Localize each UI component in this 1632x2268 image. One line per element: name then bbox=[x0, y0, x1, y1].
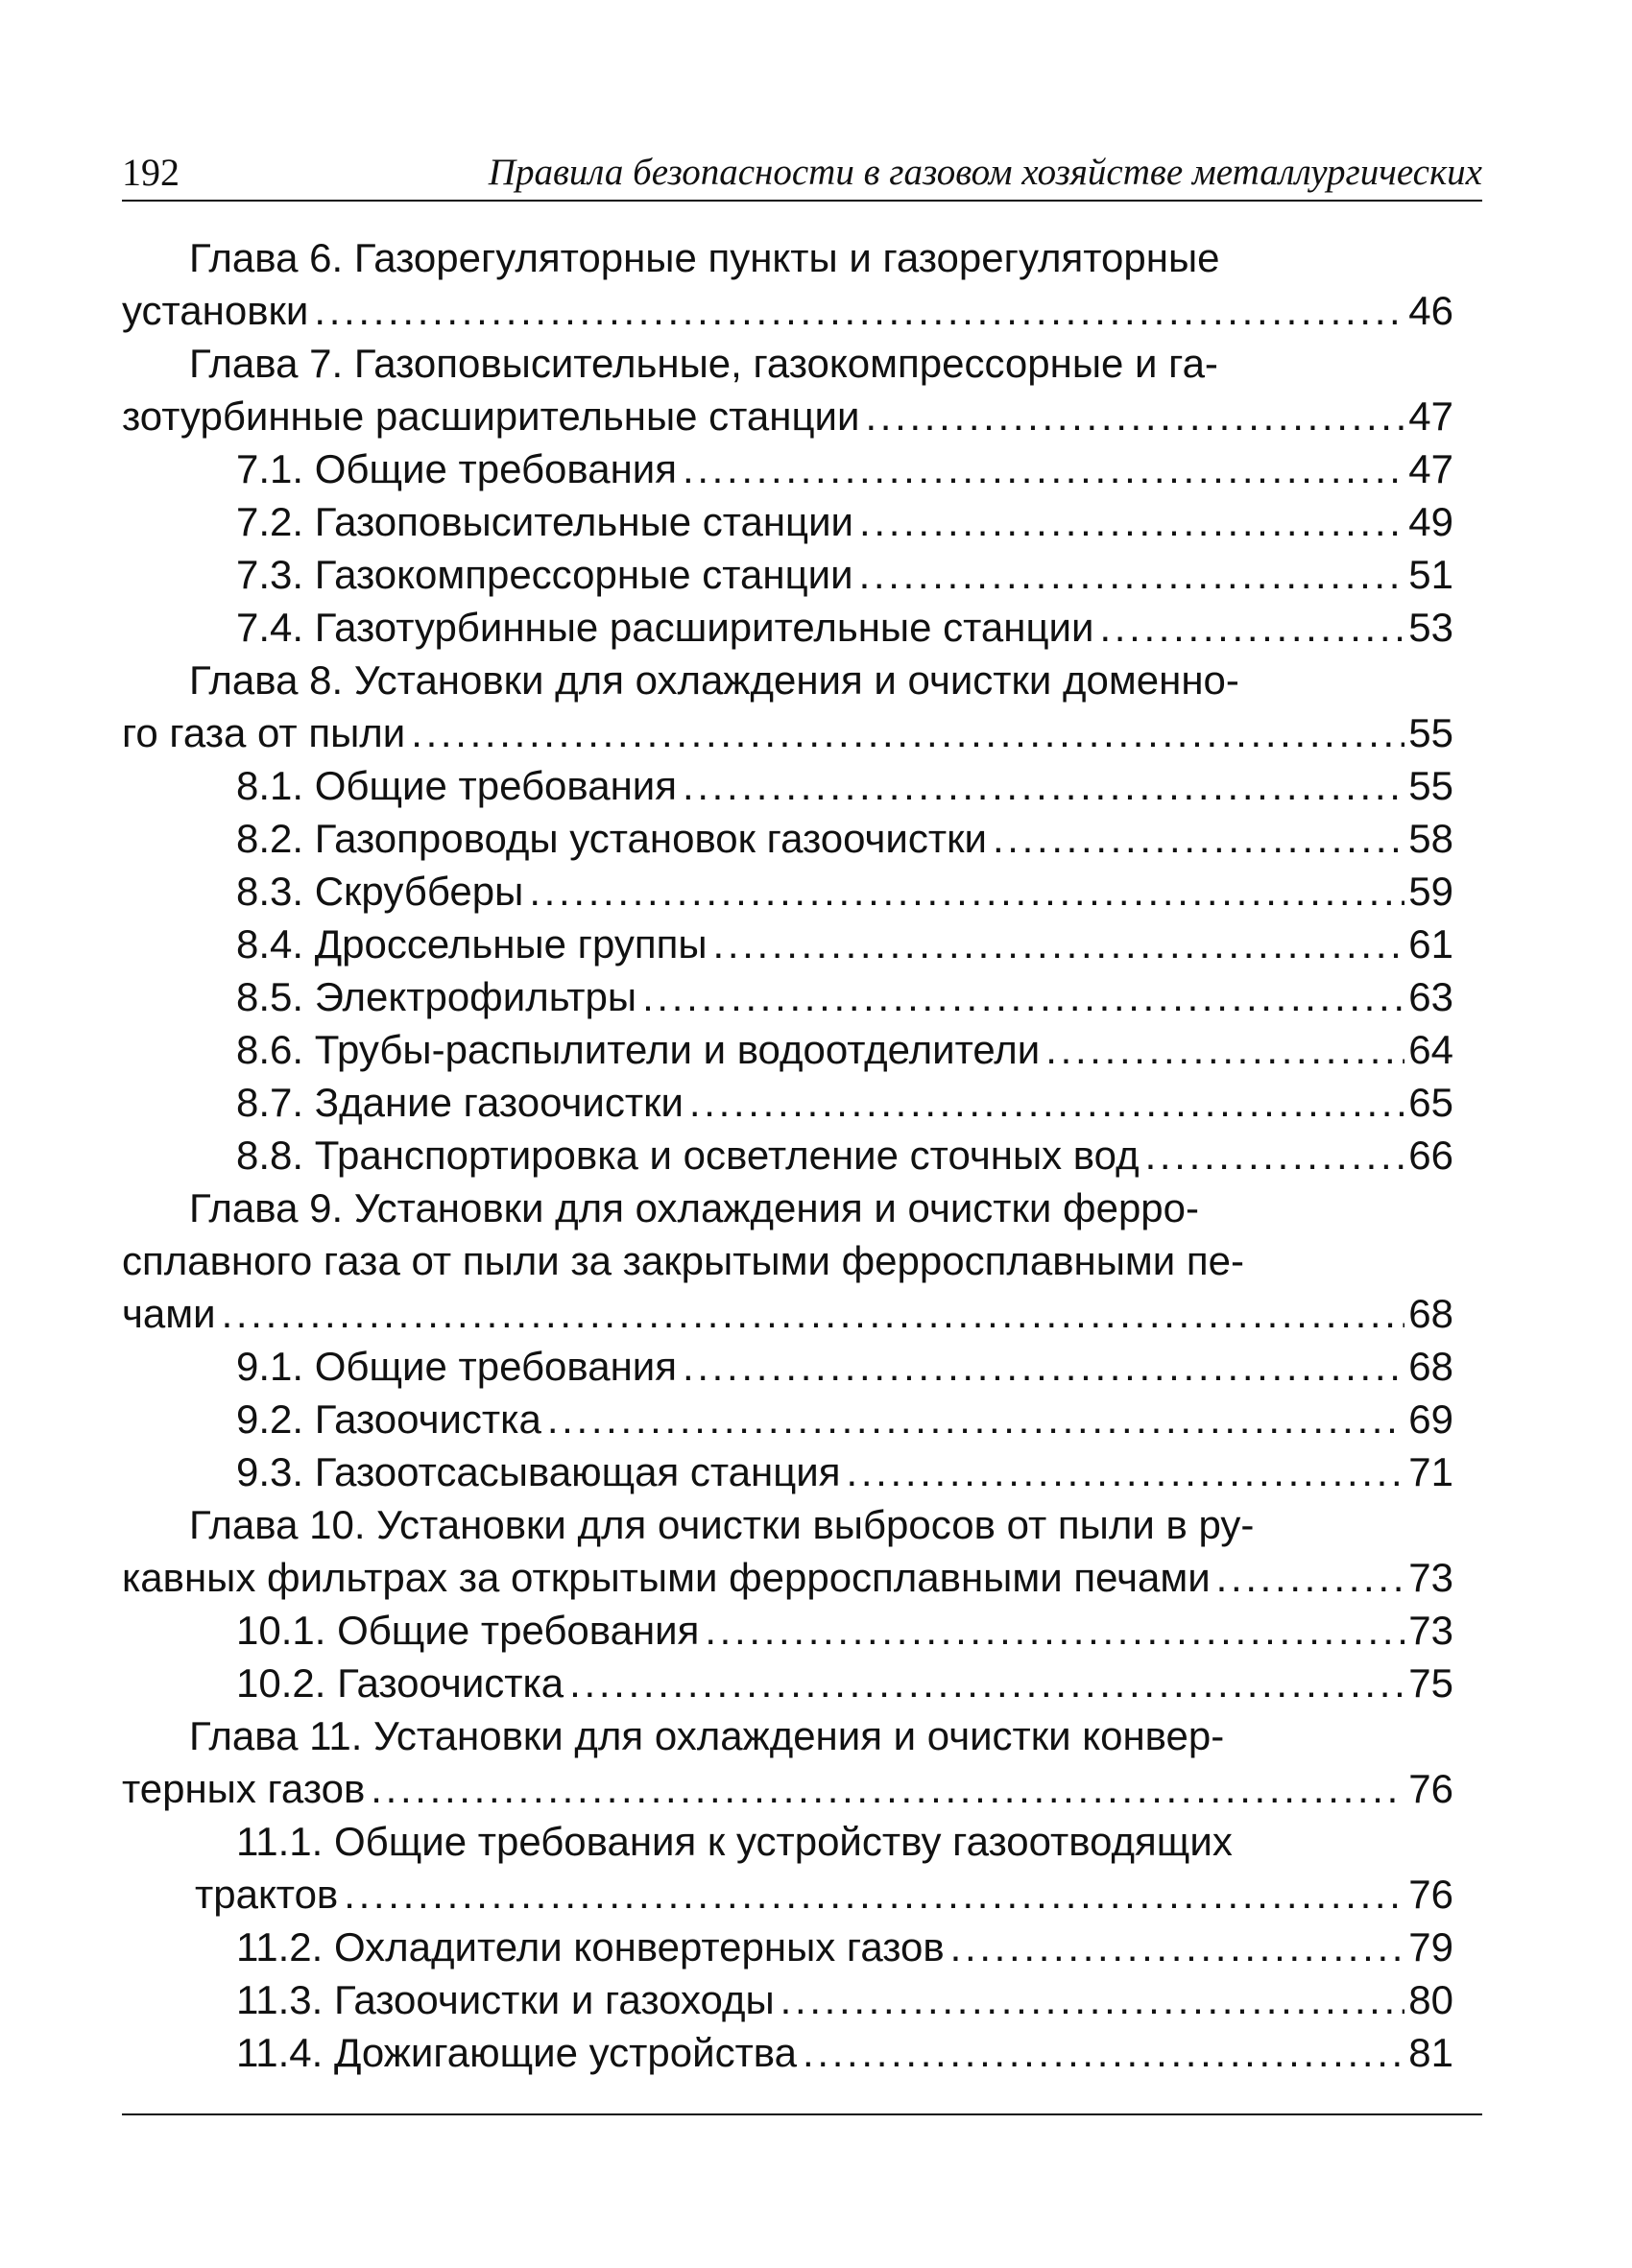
chapter-title: сплавного газа от пыли за закрытыми ферросплавными пе- bbox=[122, 1238, 1245, 1283]
page-ref: 75 bbox=[1408, 1660, 1453, 1706]
page-ref: 76 bbox=[1408, 1766, 1453, 1811]
toc-entry-line bbox=[122, 390, 1453, 442]
dot-leader bbox=[683, 759, 1404, 812]
page-ref: 63 bbox=[1408, 974, 1453, 1019]
toc-entry-line bbox=[122, 654, 1453, 706]
toc-entry-line bbox=[122, 601, 1453, 654]
chapter-title: чами bbox=[122, 1291, 216, 1336]
section-title: 10.2. Газоочистка bbox=[236, 1660, 564, 1706]
page-ref: 46 bbox=[1408, 288, 1453, 333]
section-title: 8.5. Электрофильтры bbox=[236, 974, 637, 1019]
dot-leader bbox=[859, 548, 1405, 601]
toc-entry-line bbox=[122, 759, 1453, 812]
dot-leader bbox=[847, 1445, 1405, 1498]
toc-entry-line bbox=[122, 284, 1453, 337]
section-title: 8.6. Трубы-распылители и водоотделители bbox=[236, 1027, 1041, 1072]
dot-leader bbox=[689, 1076, 1404, 1129]
toc-entry-line bbox=[122, 1973, 1453, 2026]
section-title: 8.8. Транспортировка и осветление сточных вод bbox=[236, 1133, 1140, 1178]
dot-leader bbox=[222, 1287, 1405, 1340]
toc-entry-line bbox=[122, 706, 1453, 759]
section-title: 8.1. Общие требования bbox=[236, 763, 677, 808]
footer-divider bbox=[122, 2113, 1482, 2115]
section-title: 8.3. Скрубберы bbox=[236, 869, 524, 914]
page-ref: 64 bbox=[1408, 1027, 1453, 1072]
section-title: 10.1. Общие требования bbox=[236, 1608, 700, 1653]
toc-entry-line bbox=[122, 1604, 1453, 1657]
section-title: 7.1. Общие требования bbox=[236, 446, 677, 491]
table-of-contents bbox=[122, 231, 1453, 2079]
dot-leader bbox=[865, 390, 1404, 442]
dot-leader bbox=[371, 1762, 1404, 1815]
dot-leader bbox=[1045, 1023, 1404, 1076]
running-title: Правила безопасности в газовом хозяйстве металлургических bbox=[488, 152, 1482, 193]
chapter-title: Глава 7. Газоповысительные, газокомпрессорные и га- bbox=[189, 341, 1218, 386]
toc-entry-line bbox=[122, 1551, 1453, 1604]
header-divider bbox=[122, 200, 1482, 202]
section-title: 8.4. Дроссельные группы bbox=[236, 921, 708, 967]
toc-entry-line bbox=[122, 1393, 1453, 1445]
chapter-title: Глава 9. Установки для охлаждения и очистки ферро- bbox=[189, 1185, 1200, 1230]
page-ref: 73 bbox=[1408, 1608, 1453, 1653]
dot-leader bbox=[1145, 1129, 1405, 1182]
toc-entry-line bbox=[122, 1498, 1453, 1551]
page-ref: 53 bbox=[1408, 605, 1453, 650]
toc-entry-line bbox=[122, 1076, 1453, 1129]
page-ref: 55 bbox=[1408, 710, 1453, 755]
section-title: 9.1. Общие требования bbox=[236, 1344, 677, 1389]
toc-entry-line bbox=[122, 812, 1453, 865]
dot-leader bbox=[780, 1973, 1405, 2026]
page-ref: 47 bbox=[1408, 446, 1453, 491]
dot-leader bbox=[569, 1657, 1404, 1709]
section-title: 11.3. Газоочистки и газоходы bbox=[236, 1977, 775, 2022]
chapter-title: установки bbox=[122, 288, 309, 333]
chapter-title: Глава 11. Установки для охлаждения и очистки конвер- bbox=[189, 1713, 1225, 1758]
page-ref: 69 bbox=[1408, 1397, 1453, 1442]
toc-entry-line bbox=[122, 918, 1453, 970]
page-ref: 51 bbox=[1408, 552, 1453, 597]
dot-leader bbox=[683, 442, 1404, 495]
dot-leader bbox=[683, 1340, 1404, 1393]
toc-entry-line bbox=[122, 495, 1453, 548]
dot-leader bbox=[1099, 601, 1404, 654]
page-ref: 71 bbox=[1408, 1449, 1453, 1494]
dot-leader bbox=[859, 495, 1404, 548]
page-ref: 76 bbox=[1408, 1872, 1453, 1917]
toc-entry-line bbox=[122, 1340, 1453, 1393]
toc-entry-line bbox=[122, 1868, 1453, 1921]
toc-entry-line bbox=[122, 865, 1453, 918]
section-title: 7.3. Газокомпрессорные станции bbox=[236, 552, 853, 597]
toc-entry-line bbox=[122, 548, 1453, 601]
section-title: 9.3. Газоотсасывающая станция bbox=[236, 1449, 841, 1494]
dot-leader bbox=[1216, 1551, 1405, 1604]
dot-leader bbox=[950, 1921, 1405, 1973]
chapter-title: зотурбинные расширительные станции bbox=[122, 394, 860, 439]
toc-entry-line bbox=[122, 1657, 1453, 1709]
chapter-title: Глава 10. Установки для очистки выбросов от пыли в ру- bbox=[189, 1502, 1255, 1547]
section-title: 7.4. Газотурбинные расширительные станции bbox=[236, 605, 1094, 650]
toc-entry-line bbox=[122, 1023, 1453, 1076]
section-title: 7.2. Газоповысительные станции bbox=[236, 499, 854, 544]
dot-leader bbox=[803, 2026, 1404, 2079]
toc-entry-line bbox=[122, 970, 1453, 1023]
page-ref: 81 bbox=[1408, 2030, 1453, 2075]
dot-leader bbox=[529, 865, 1404, 918]
page-number: 192 bbox=[122, 151, 180, 194]
page-ref: 55 bbox=[1408, 763, 1453, 808]
page-ref: 65 bbox=[1408, 1080, 1453, 1125]
page-ref: 68 bbox=[1408, 1291, 1453, 1336]
section-title: 11.2. Охладители конвертерных газов bbox=[236, 1924, 945, 1970]
page-ref: 66 bbox=[1408, 1133, 1453, 1178]
section-title: 9.2. Газоочистка bbox=[236, 1397, 541, 1442]
page-ref: 73 bbox=[1408, 1555, 1453, 1600]
page-header bbox=[122, 149, 1482, 201]
page-ref: 59 bbox=[1408, 869, 1453, 914]
section-title: 11.4. Дожигающие устройства bbox=[236, 2030, 798, 2075]
section-title: 8.7. Здание газоочистки bbox=[236, 1080, 684, 1125]
toc-entry-line bbox=[122, 1921, 1453, 1973]
dot-leader bbox=[547, 1393, 1404, 1445]
dot-leader bbox=[642, 970, 1404, 1023]
dot-leader bbox=[993, 812, 1404, 865]
section-title: трактов bbox=[195, 1872, 339, 1917]
page-ref: 80 bbox=[1408, 1977, 1453, 2022]
toc-entry-line bbox=[122, 1762, 1453, 1815]
chapter-title: кавных фильтрах за открытыми ферросплавными печами bbox=[122, 1555, 1211, 1600]
page-ref: 47 bbox=[1408, 394, 1453, 439]
page-ref: 61 bbox=[1408, 921, 1453, 967]
toc-entry-line bbox=[122, 1709, 1453, 1762]
dot-leader bbox=[411, 706, 1404, 759]
section-title: 8.2. Газопроводы установок газоочистки bbox=[236, 816, 987, 861]
page-ref: 79 bbox=[1408, 1924, 1453, 1970]
page-ref: 58 bbox=[1408, 816, 1453, 861]
page-ref: 68 bbox=[1408, 1344, 1453, 1389]
toc-entry-line bbox=[122, 337, 1453, 390]
dot-leader bbox=[713, 918, 1405, 970]
chapter-title: терных газов bbox=[122, 1766, 366, 1811]
toc-entry-line bbox=[122, 231, 1453, 284]
toc-entry-line bbox=[122, 1234, 1453, 1287]
dot-leader bbox=[705, 1604, 1404, 1657]
page-ref: 49 bbox=[1408, 499, 1453, 544]
toc-entry-line bbox=[122, 2026, 1453, 2079]
chapter-title: го газа от пыли bbox=[122, 710, 406, 755]
toc-entry-line bbox=[122, 442, 1453, 495]
toc-entry-line bbox=[122, 1815, 1453, 1868]
toc-entry-line bbox=[122, 1445, 1453, 1498]
chapter-title: Глава 6. Газорегуляторные пункты и газорегуляторные bbox=[189, 235, 1220, 280]
section-title: 11.1. Общие требования к устройству газоотводящих bbox=[236, 1819, 1233, 1864]
dot-leader bbox=[344, 1868, 1404, 1921]
dot-leader bbox=[314, 284, 1404, 337]
toc-entry-line bbox=[122, 1287, 1453, 1340]
toc-entry-line bbox=[122, 1182, 1453, 1234]
toc-entry-line bbox=[122, 1129, 1453, 1182]
chapter-title: Глава 8. Установки для охлаждения и очистки доменно- bbox=[189, 657, 1239, 703]
